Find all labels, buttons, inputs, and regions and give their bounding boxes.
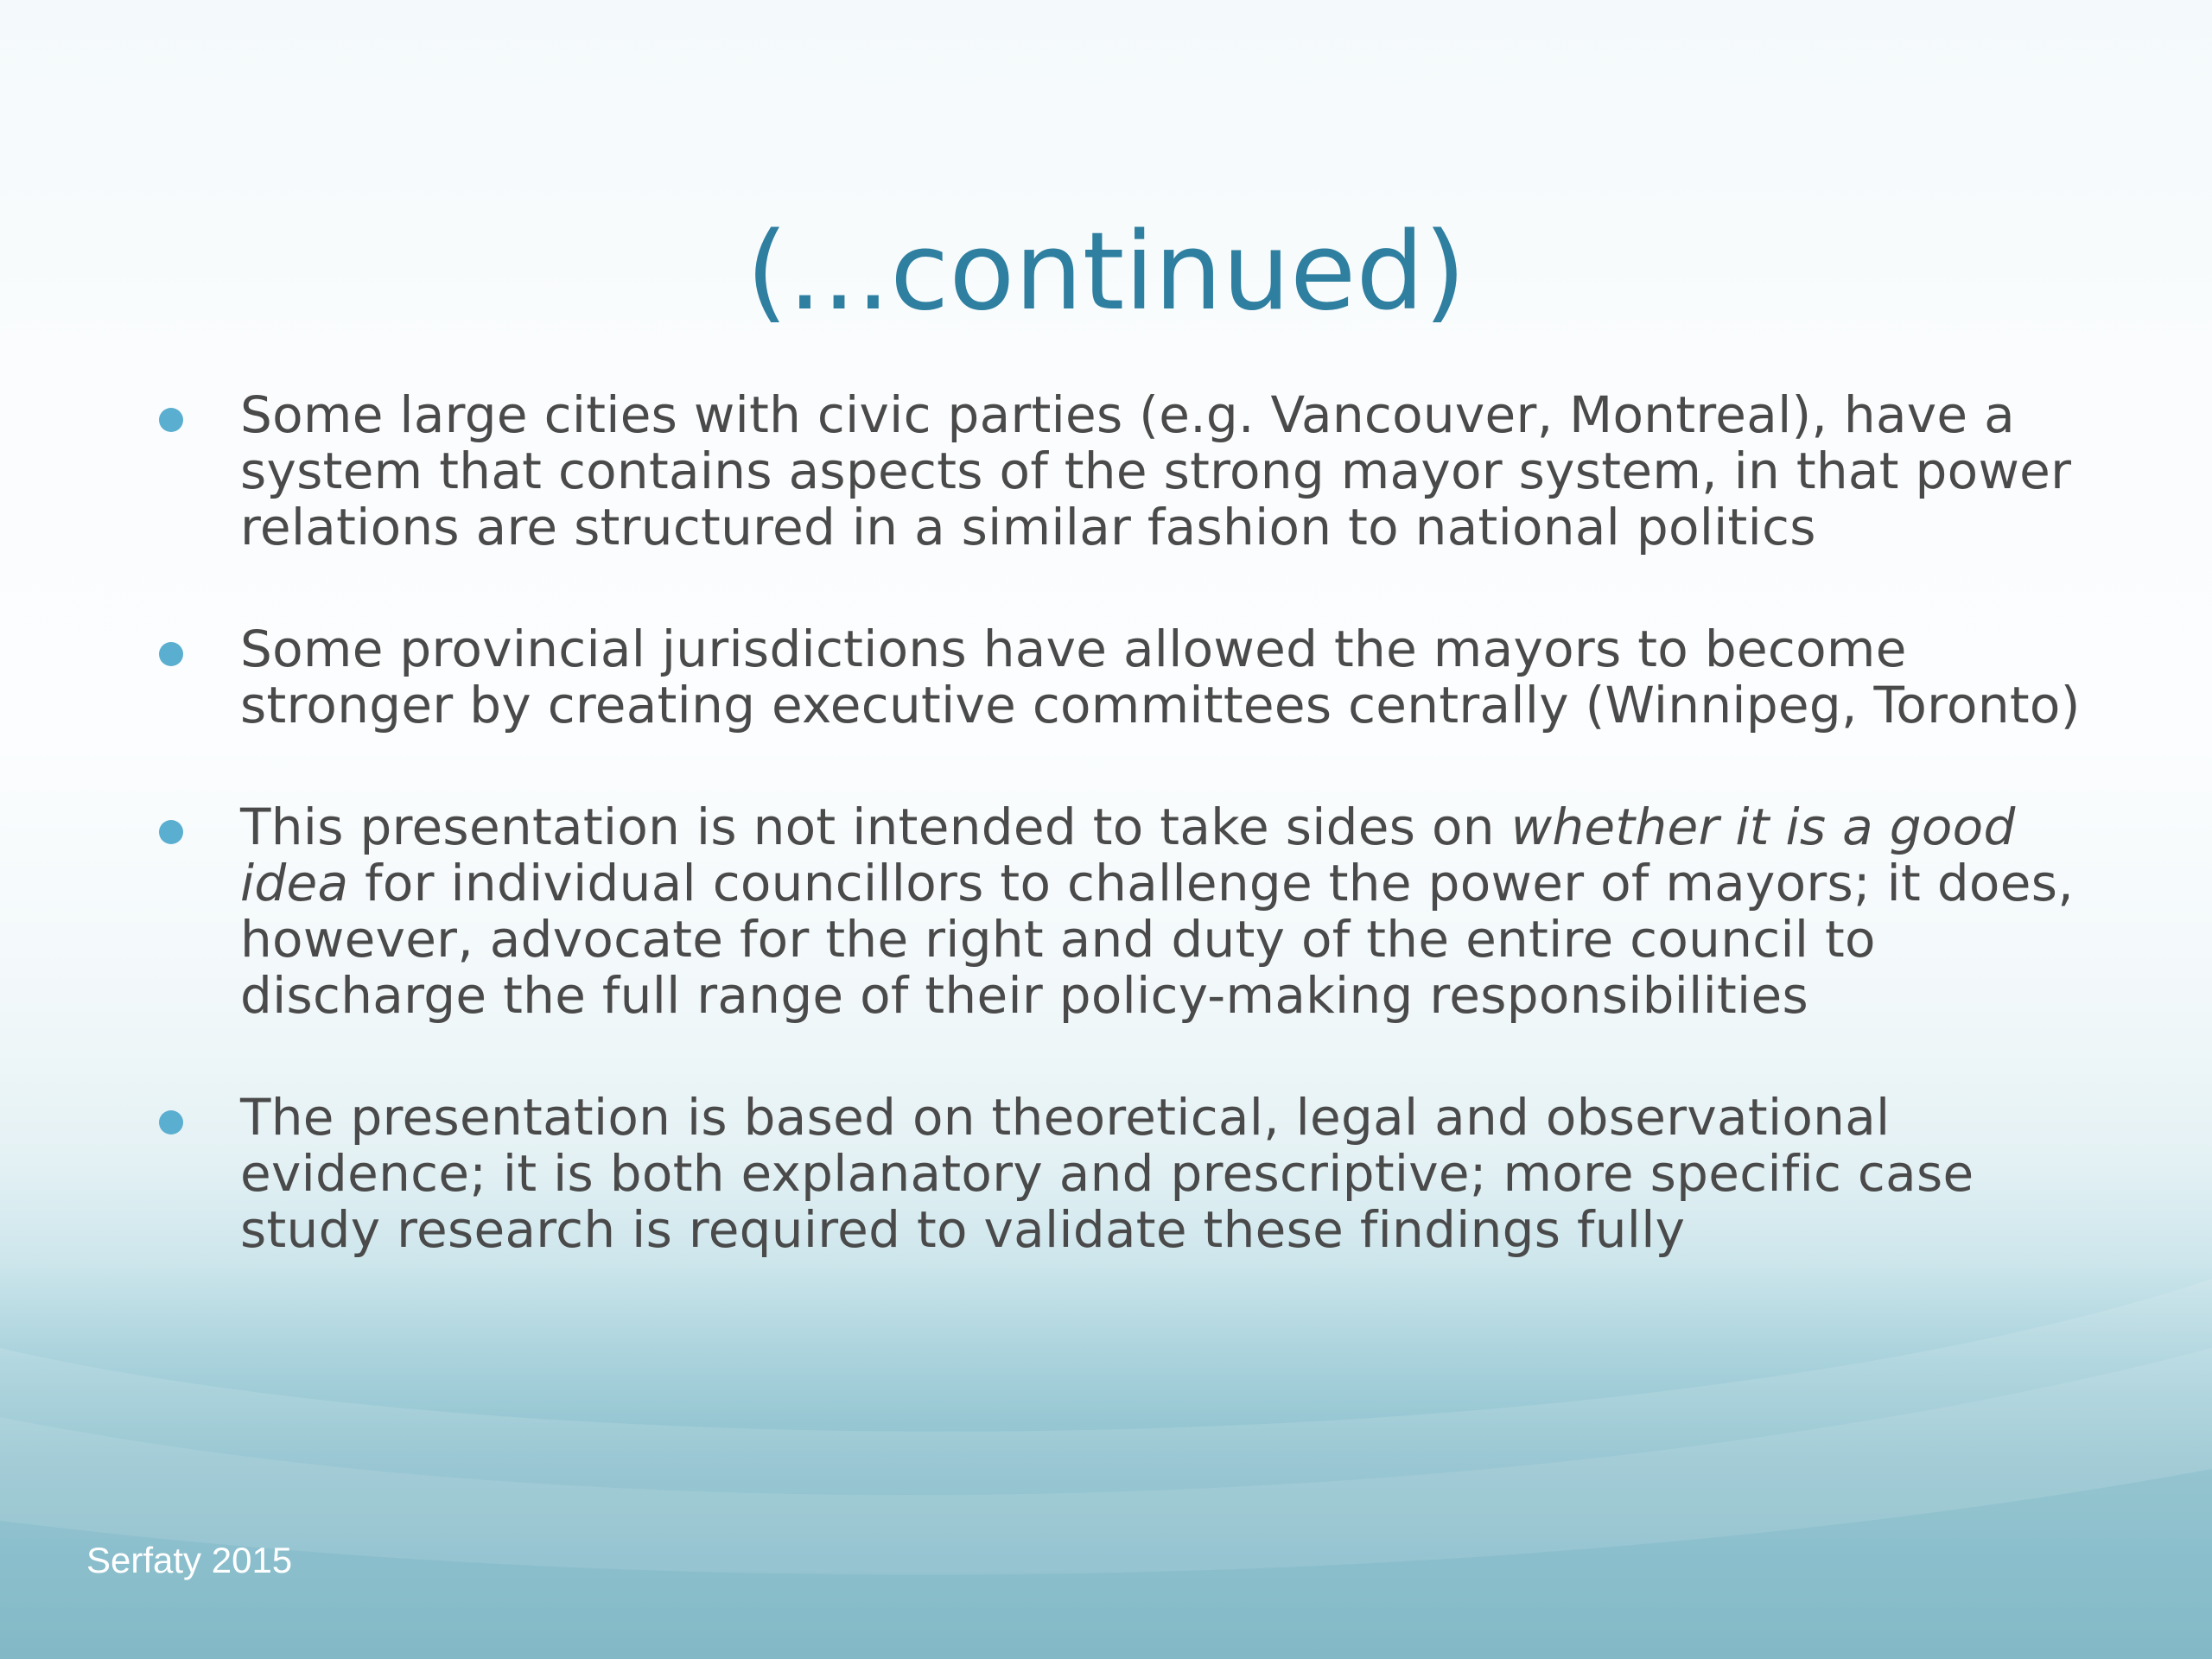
- bullet-list: [240, 387, 2107, 1324]
- bullet-dot-icon: [159, 1110, 183, 1135]
- bullet-item: [240, 621, 2107, 734]
- bullet-text-italic: whether it is a good idea: [240, 798, 2016, 912]
- bullet-text-after: for individual councillors to challenge the power of mayors; it does, however, advocate for the right and duty of the entire council to discharge the full range of their policy-making responsibilities: [240, 854, 2074, 1025]
- bullet-item: [240, 799, 2107, 1024]
- slide-title: (...continued): [746, 210, 1466, 334]
- bullet-item: [240, 1090, 2107, 1258]
- bullet-item: [240, 387, 2107, 556]
- bullet-text: Some provincial jurisdictions have allowed the mayors to become stronger by creating executive committees centrally (Winnipeg, Toronto): [240, 620, 2081, 734]
- footer-credit: Serfaty 2015: [86, 1540, 293, 1580]
- bullet-text-before: This presentation is not intended to take sides on: [240, 798, 1511, 856]
- bullet-dot-icon: [159, 820, 183, 844]
- bullet-text: The presentation is based on theoretical, legal and observational evidence; it is both explanatory and prescriptive; more specific case study research is required to validate these findings fully: [240, 1088, 1974, 1259]
- bullet-dot-icon: [159, 408, 183, 432]
- bullet-text: Some large cities with civic parties (e.g. Vancouver, Montreal), have a system that contains aspects of the strong mayor system, in that power relations are structured in a similar fashion to national politics: [240, 385, 2072, 556]
- bullet-dot-icon: [159, 642, 183, 666]
